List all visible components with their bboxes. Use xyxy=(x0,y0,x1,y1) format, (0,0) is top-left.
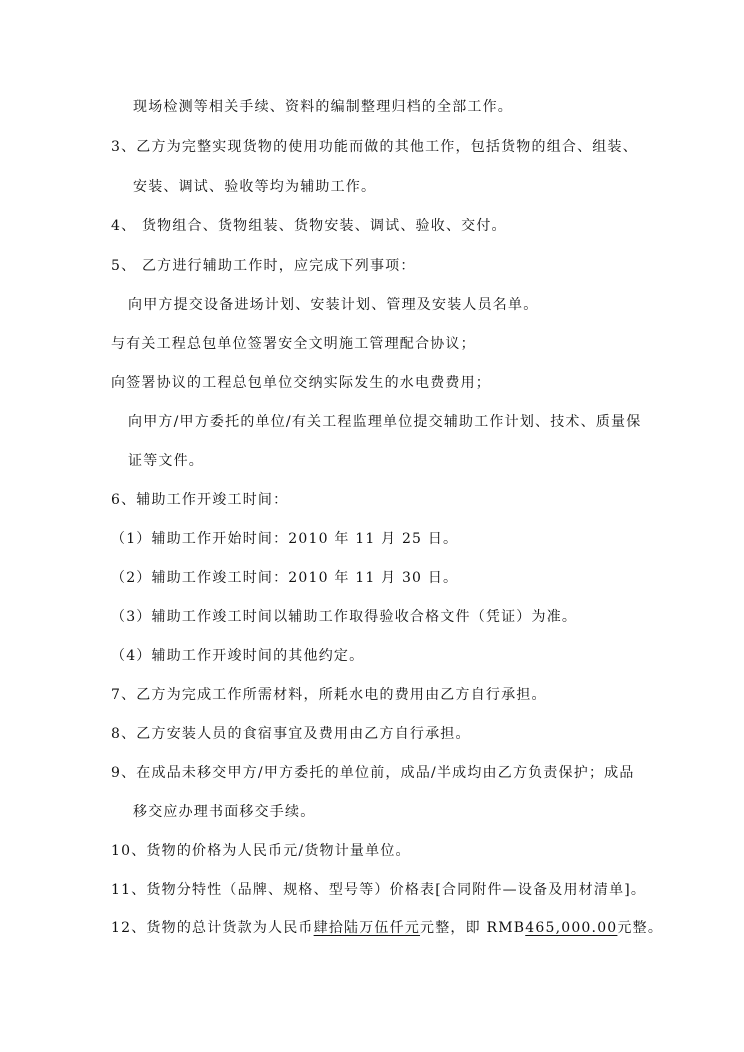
paragraph-line: （4）辅助工作开竣时间的其他约定。 xyxy=(111,648,365,664)
paragraph-line: （3）辅助工作竣工时间以辅助工作取得验收合格文件（凭证）为准。 xyxy=(111,609,578,625)
total-price-line xyxy=(111,918,663,938)
paragraph-line: 11、货物分特性（品牌、规格、型号等）价格表[合同附件—设备及用材清单]。 xyxy=(111,882,647,898)
paragraph-line: 6、辅助工作开竣工时间： xyxy=(111,492,289,508)
paragraph-line: 9、在成品未移交甲方/甲方委托的单位前，成品/半成均由乙方负责保护；成品 xyxy=(111,765,635,781)
paragraph-line: （1）辅助工作开始时间：2010 年 11 月 25 日。 xyxy=(111,531,459,547)
paragraph-line: 向甲方提交设备进场计划、安装计划、管理及安装人员名单。 xyxy=(128,297,539,313)
paragraph-line: 4、 货物组合、货物组装、货物安装、调试、验收、交付。 xyxy=(111,218,507,234)
total-price-number: 465,000.00 xyxy=(525,920,618,936)
paragraph-line: 移交应办理书面移交手续。 xyxy=(133,804,316,820)
paragraph-line: 现场检测等相关手续、资料的编制整理归档的全部工作。 xyxy=(133,99,513,115)
paragraph-line: 向甲方/甲方委托的单位/有关工程监理单位提交辅助工作计划、技术、质量保 xyxy=(128,414,642,430)
total-price-middle: 元整，即 RMB xyxy=(420,920,526,936)
paragraph-line: 与有关工程总包单位签署安全文明施工管理配合协议； xyxy=(111,336,476,352)
paragraph-line: （2）辅助工作竣工时间：2010 年 11 月 30 日。 xyxy=(111,570,459,586)
total-price-words: 肆拾陆万伍仟元 xyxy=(313,920,421,936)
paragraph-line: 安装、调试、验收等均为辅助工作。 xyxy=(133,179,377,195)
paragraph-line: 证等文件。 xyxy=(128,453,204,469)
paragraph-line: 3、乙方为完整实现货物的使用功能而做的其他工作，包括货物的组合、组装、 xyxy=(111,139,638,155)
paragraph-line: 5、 乙方进行辅助工作时，应完成下列事项： xyxy=(111,258,416,274)
paragraph-line: 10、货物的价格为人民币元/货物计量单位。 xyxy=(111,843,411,859)
paragraph-line: 8、乙方安装人员的食宿事宜及费用由乙方自行承担。 xyxy=(111,726,471,742)
total-price-prefix: 12、货物的总计货款为人民币 xyxy=(111,920,314,936)
paragraph-line: 向签署协议的工程总包单位交纳实际发生的水电费费用； xyxy=(111,375,491,391)
paragraph-line: 7、乙方为完成工作所需材料，所耗水电的费用由乙方自行承担。 xyxy=(111,687,547,703)
total-price-suffix: 元整。 xyxy=(617,920,664,936)
